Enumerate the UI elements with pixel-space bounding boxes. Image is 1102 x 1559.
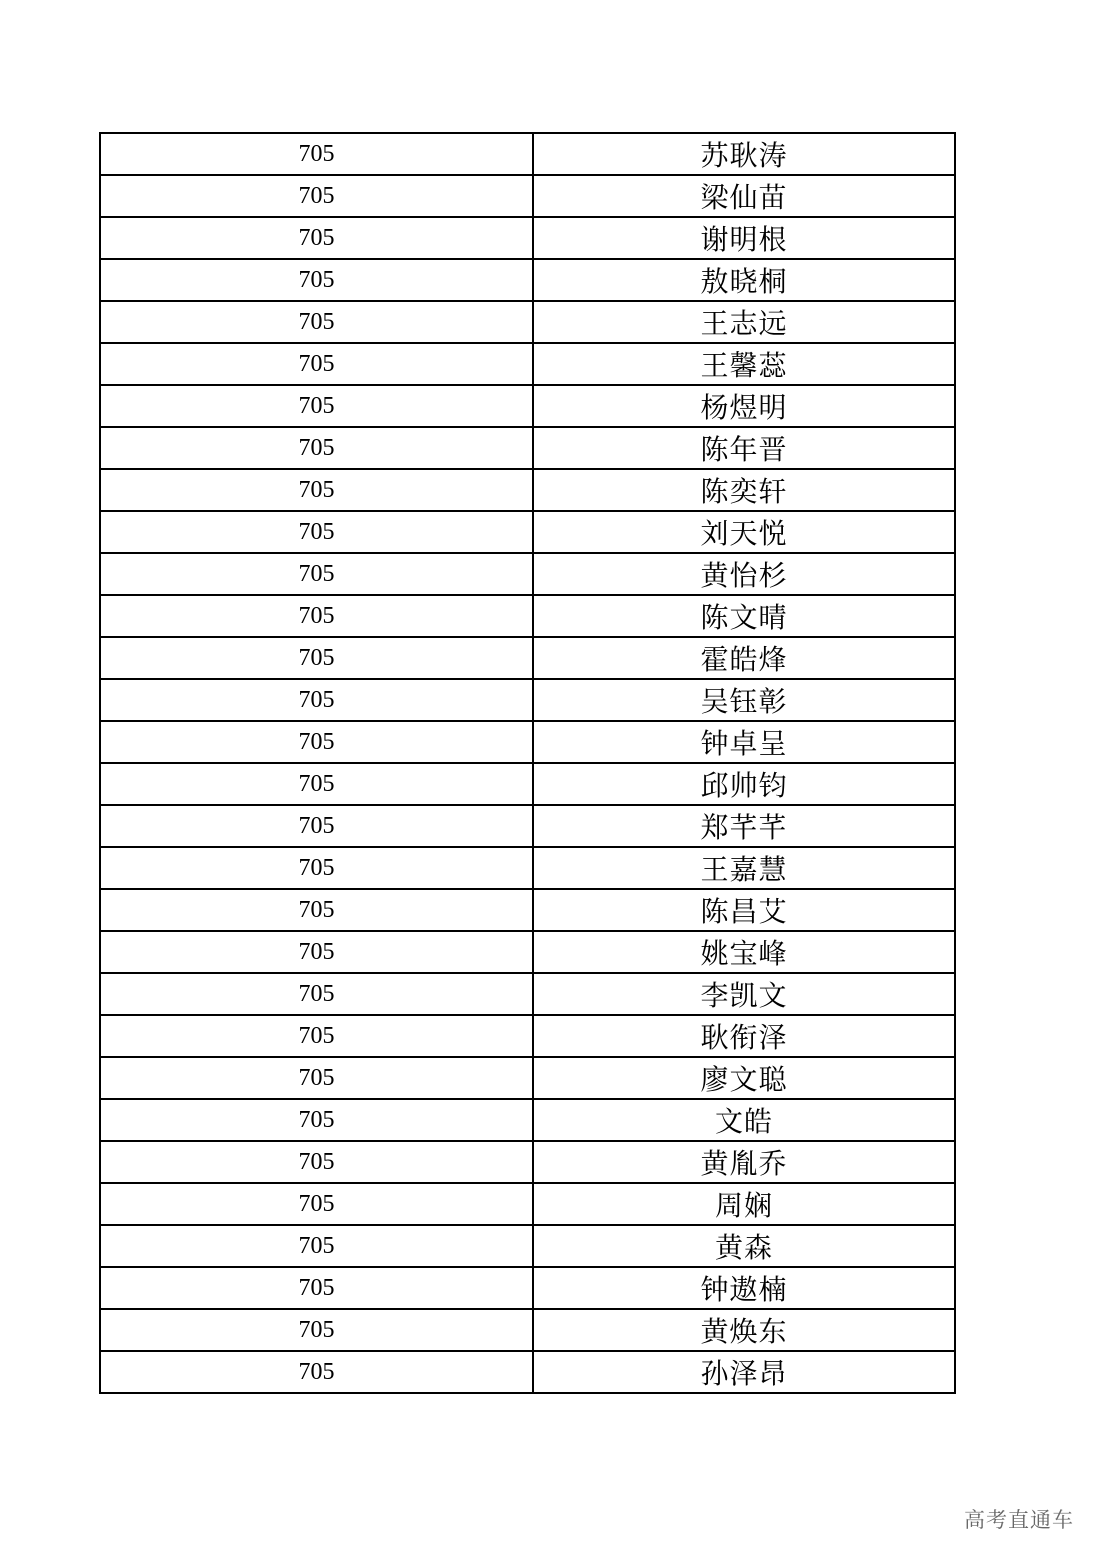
score-cell: 705 xyxy=(100,847,533,889)
score-cell: 705 xyxy=(100,385,533,427)
table-row xyxy=(100,133,955,175)
score-cell: 705 xyxy=(100,931,533,973)
table-row xyxy=(100,1225,955,1267)
score-cell: 705 xyxy=(100,1183,533,1225)
name-cell: 李凯文 xyxy=(533,973,955,1015)
table-row xyxy=(100,721,955,763)
table-row xyxy=(100,931,955,973)
name-cell: 王嘉慧 xyxy=(533,847,955,889)
name-cell: 孙泽昂 xyxy=(533,1351,955,1393)
name-cell: 吴钰彰 xyxy=(533,679,955,721)
name-cell: 耿衔泽 xyxy=(533,1015,955,1057)
score-cell: 705 xyxy=(100,637,533,679)
score-cell: 705 xyxy=(100,1225,533,1267)
score-cell: 705 xyxy=(100,805,533,847)
score-cell: 705 xyxy=(100,133,533,175)
table-row xyxy=(100,595,955,637)
watermark-text: 高考直通车 xyxy=(964,1508,1074,1532)
score-cell: 705 xyxy=(100,1015,533,1057)
score-cell: 705 xyxy=(100,721,533,763)
table-row xyxy=(100,1267,955,1309)
score-cell: 705 xyxy=(100,679,533,721)
table-row xyxy=(100,427,955,469)
table-row xyxy=(100,259,955,301)
score-cell: 705 xyxy=(100,1099,533,1141)
name-cell: 姚宝峰 xyxy=(533,931,955,973)
name-cell: 王志远 xyxy=(533,301,955,343)
name-cell: 钟遨楠 xyxy=(533,1267,955,1309)
name-cell: 敖晓桐 xyxy=(533,259,955,301)
score-cell: 705 xyxy=(100,469,533,511)
score-table xyxy=(99,132,956,1394)
score-cell: 705 xyxy=(100,889,533,931)
name-cell: 黄怡杉 xyxy=(533,553,955,595)
table-row xyxy=(100,973,955,1015)
table-row xyxy=(100,847,955,889)
score-cell: 705 xyxy=(100,595,533,637)
score-cell: 705 xyxy=(100,973,533,1015)
table-row xyxy=(100,385,955,427)
score-cell: 705 xyxy=(100,343,533,385)
table-row xyxy=(100,1183,955,1225)
table-row xyxy=(100,175,955,217)
score-table-body xyxy=(100,133,955,1393)
table-row xyxy=(100,1351,955,1393)
table-row xyxy=(100,511,955,553)
name-cell: 邱帅钧 xyxy=(533,763,955,805)
name-cell: 苏耿涛 xyxy=(533,133,955,175)
name-cell: 郑芊芊 xyxy=(533,805,955,847)
name-cell: 梁仙苗 xyxy=(533,175,955,217)
name-cell: 钟卓呈 xyxy=(533,721,955,763)
name-cell: 黄焕东 xyxy=(533,1309,955,1351)
table-row xyxy=(100,1099,955,1141)
name-cell: 陈奕轩 xyxy=(533,469,955,511)
name-cell: 周娴 xyxy=(533,1183,955,1225)
table-row xyxy=(100,553,955,595)
table-row xyxy=(100,763,955,805)
table-row xyxy=(100,637,955,679)
score-cell: 705 xyxy=(100,301,533,343)
table-row xyxy=(100,1309,955,1351)
table-row xyxy=(100,1057,955,1099)
score-cell: 705 xyxy=(100,1351,533,1393)
name-cell: 陈年晋 xyxy=(533,427,955,469)
table-row xyxy=(100,469,955,511)
table-row xyxy=(100,1141,955,1183)
score-cell: 705 xyxy=(100,553,533,595)
name-cell: 黄森 xyxy=(533,1225,955,1267)
name-cell: 王馨蕊 xyxy=(533,343,955,385)
score-cell: 705 xyxy=(100,1267,533,1309)
name-cell: 谢明根 xyxy=(533,217,955,259)
name-cell: 陈文晴 xyxy=(533,595,955,637)
table-row xyxy=(100,805,955,847)
score-cell: 705 xyxy=(100,763,533,805)
table-row xyxy=(100,679,955,721)
name-cell: 杨煜明 xyxy=(533,385,955,427)
score-cell: 705 xyxy=(100,175,533,217)
table-row xyxy=(100,301,955,343)
score-cell: 705 xyxy=(100,1141,533,1183)
table-row xyxy=(100,1015,955,1057)
score-cell: 705 xyxy=(100,511,533,553)
score-cell: 705 xyxy=(100,217,533,259)
name-cell: 廖文聪 xyxy=(533,1057,955,1099)
name-cell: 霍皓烽 xyxy=(533,637,955,679)
table-row xyxy=(100,343,955,385)
score-cell: 705 xyxy=(100,427,533,469)
score-cell: 705 xyxy=(100,1309,533,1351)
name-cell: 刘天悦 xyxy=(533,511,955,553)
score-cell: 705 xyxy=(100,1057,533,1099)
table-row xyxy=(100,217,955,259)
name-cell: 文皓 xyxy=(533,1099,955,1141)
score-cell: 705 xyxy=(100,259,533,301)
name-cell: 黄胤乔 xyxy=(533,1141,955,1183)
table-row xyxy=(100,889,955,931)
name-cell: 陈昌艾 xyxy=(533,889,955,931)
